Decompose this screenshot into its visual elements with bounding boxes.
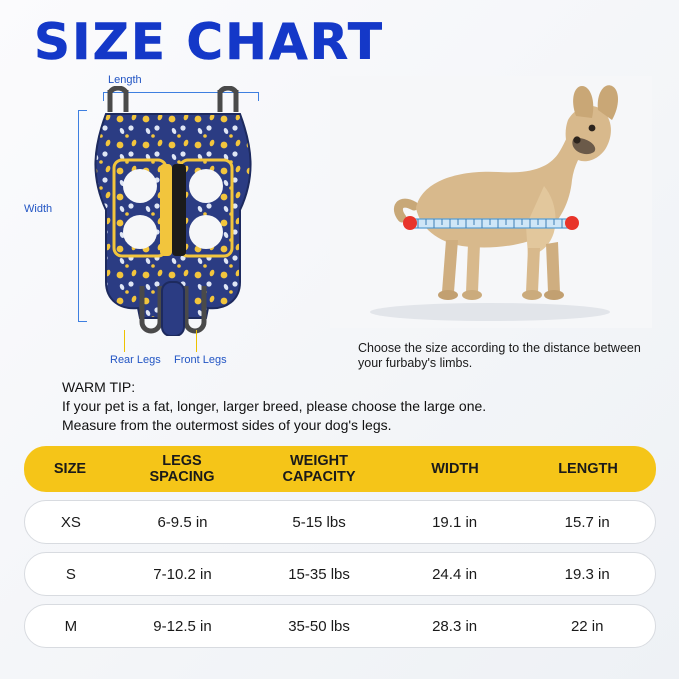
measure-caption: Choose the size according to the distance between your furbaby's limbs. — [358, 341, 641, 370]
length-label: Length — [108, 74, 142, 86]
front-legs-label: Front Legs — [174, 354, 227, 366]
cell-width: 19.1 in — [432, 513, 478, 531]
width-label: Width — [24, 203, 53, 215]
front-legs-leader-line — [196, 330, 197, 352]
cell-size: S — [65, 565, 76, 583]
harness-illustration — [88, 86, 278, 336]
cell-size: XS — [60, 513, 81, 531]
header-length: LENGTH — [558, 461, 618, 477]
warm-tip-heading: WARM TIP: — [62, 379, 136, 395]
size-table — [24, 446, 656, 656]
cell-length: 19.3 in — [564, 565, 610, 583]
cell-size: M — [64, 617, 78, 635]
cell-legs-spacing: 7-10.2 in — [153, 565, 212, 583]
rear-legs-leader-line — [124, 330, 125, 352]
cell-width: 24.4 in — [432, 565, 478, 583]
table-row — [24, 500, 656, 544]
page-title: SIZE CHART — [34, 13, 385, 71]
table-row — [24, 604, 656, 648]
warm-tip-line1: If your pet is a fat, longer, larger breed, please choose the large one. — [62, 398, 487, 414]
warm-tip — [62, 378, 642, 435]
cell-weight-capacity: 5-15 lbs — [292, 513, 346, 531]
header-width: WIDTH — [431, 461, 479, 477]
cell-width: 28.3 in — [432, 617, 478, 635]
header-weight-capacity: WEIGHT CAPACITY — [282, 453, 356, 485]
header-legs-spacing: LEGS SPACING — [149, 453, 215, 485]
cell-length: 22 in — [570, 617, 604, 635]
table-row — [24, 552, 656, 596]
warm-tip-line2: Measure from the outermost sides of your dog's legs. — [62, 417, 392, 433]
cell-weight-capacity: 15-35 lbs — [288, 565, 350, 583]
table-header-row — [24, 446, 656, 492]
cell-length: 15.7 in — [564, 513, 610, 531]
cell-legs-spacing: 6-9.5 in — [157, 513, 208, 531]
header-size: SIZE — [53, 461, 87, 477]
cell-legs-spacing: 9-12.5 in — [153, 617, 212, 635]
cell-weight-capacity: 35-50 lbs — [288, 617, 350, 635]
width-measure-bracket — [78, 110, 87, 322]
dog-photo — [330, 76, 652, 328]
rear-legs-label: Rear Legs — [110, 354, 161, 366]
